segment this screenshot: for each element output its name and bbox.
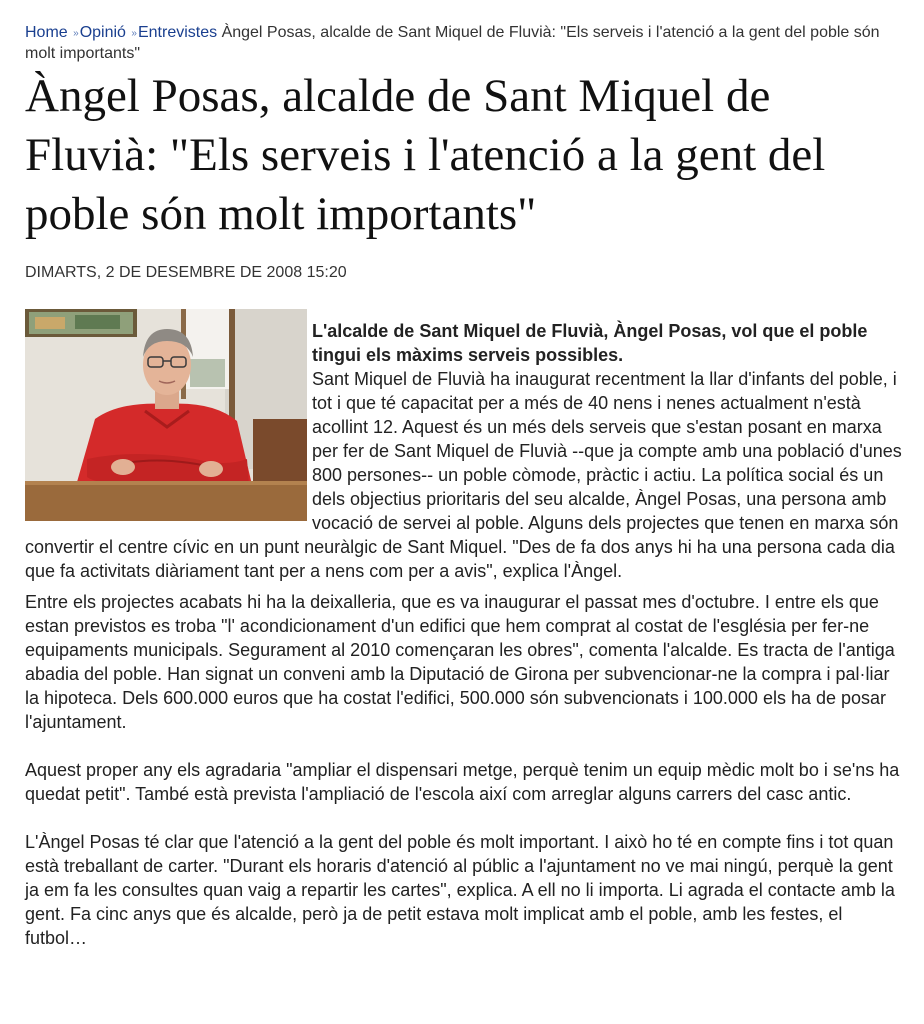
breadcrumb-entrevistes-link[interactable]: Entrevistes — [137, 24, 218, 41]
article-lead: L'alcalde de Sant Miquel de Fluvià, Àngel Posas, vol que el poble tingui els màxims serveis possibles. — [312, 321, 868, 365]
breadcrumb-current: Àngel Posas, alcalde de Sant Miquel de Fluvià: "Els serveis i l'atenció a la gent del poble són molt importants" — [25, 24, 880, 62]
breadcrumb-separator-icon: » — [73, 28, 79, 39]
article-date: DIMARTS, 2 DE DESEMBRE DE 2008 15:20 — [25, 264, 347, 281]
article-paragraph: Sant Miquel de Fluvià ha inaugurat recentment la llar d'infants del poble, i tot i que té capacitat per a més de 40 nens i nenes actualment n'està acollint 12. Aquest és un més dels serveis que s'estan posant en marxa per fer de Sant Miquel de Fluvià --que ja compte amb una població d'unes 800 persones-- un poble còmode, pràctic i actiu. La política social és un dels objectius prioritaris del seu alcalde, Àngel Posas, una persona amb vocació de servei al poble. Alguns dels projectes que tenen en marxa són convertir el centre cívic en un punt neuràlgic de Sant Miquel. "Des de fa dos anys hi ha una persona cada dia que fa activitats diàriament tant per a nens com per a avis", explica l'Àngel. — [25, 369, 902, 581]
article-paragraph: L'Àngel Posas té clar que l'atenció a la gent del poble és molt important. I això ho té en compte fins i tot quan està treballant de carter. "Durant els horaris d'atenció al públic a l'ajuntament no ve mai ningú, perquè la gent ja em fa les consultes quan vaig a repartir les cartes", explica. A ell no li importa. Li agrada el contacte amb la gent. Fa cinc anys que és alcalde, però ja de petit estava molt implicat amb el poble, amb les festes, el futbol… — [25, 832, 895, 948]
breadcrumb-home-link[interactable]: Home — [25, 24, 68, 41]
breadcrumb-opinio-link[interactable]: Opinió — [79, 24, 126, 41]
article-paragraph: Entre els projectes acabats hi ha la deixalleria, que es va inaugurar el passat mes d'octubre. I entre els que estan previstos es troba "l' acondicionament d'un edifici que hem comprat al costat de l'església per fer-ne equipaments municipals. Segurament al 2010 començaran les obres", comenta l'alcalde. Es tracta de l'antiga abadia del poble. Han signat un conveni amb la Diputació de Girona per subvencionar-ne la compra i pal·liar la hipoteca. Dels 600.000 euros que ha costat l'edifici, 500.000 són subvencionats i 100.000 els ha de posar l'ajuntament. — [25, 592, 895, 732]
article-page — [25, 0, 905, 974]
article-body — [25, 309, 905, 950]
mayor-photo — [25, 309, 307, 521]
breadcrumb-separator-icon: » — [131, 28, 137, 39]
article-paragraph: Aquest proper any els agradaria "ampliar el dispensari metge, perquè tenim un equip mèdic molt bo i se'ns ha quedat petit". També està prevista l'ampliació de l'escola així com arreglar alguns carrers del casc antic. — [25, 760, 900, 804]
breadcrumb — [25, 23, 905, 64]
article-title: Àngel Posas, alcalde de Sant Miquel de Fluvià: "Els serveis i l'atenció a la gent del poble són molt importants" — [25, 70, 826, 240]
